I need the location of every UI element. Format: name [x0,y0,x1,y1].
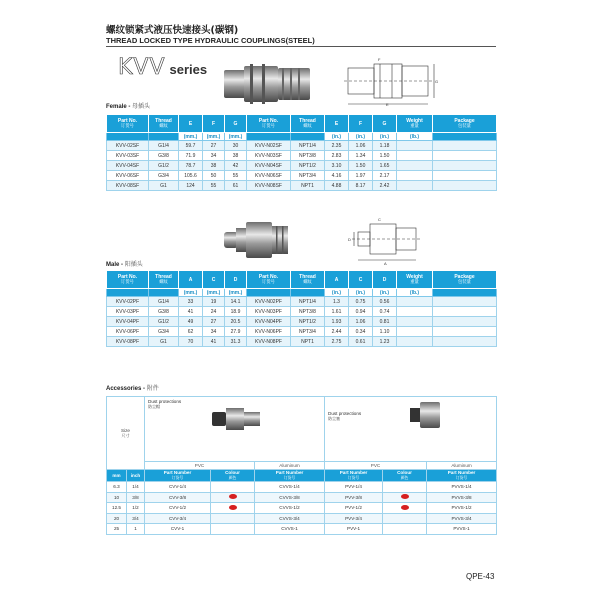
table-cell: KVV-N04PF [247,317,291,327]
size-mm: 20 [107,513,127,524]
table-cell: 78.7 [179,161,203,171]
table-cell [433,171,497,181]
plug-colour [383,492,427,503]
accessory-row [107,492,497,503]
unit-cell [107,289,149,297]
unit-cell [107,133,149,141]
female-label [106,101,150,110]
table-cell [433,337,497,347]
size-mm: 10 [107,492,127,503]
table-cell: 27.9 [225,327,247,337]
table-cell: KVV-02SF [107,141,149,151]
svg-text:C: C [378,217,381,222]
male-col-header: Weight 重量 [397,271,433,289]
table-cell: 31.3 [225,337,247,347]
table-cell [433,161,497,171]
female-col-header: E [325,115,349,133]
unit-inch: inch [127,470,145,482]
table-cell: NPT3/4 [291,327,325,337]
table-cell [397,307,433,317]
table-cell: NPT3/8 [291,307,325,317]
table-cell: KVV-N08PF [247,337,291,347]
acc-col-header: Part Number 订货号 [145,470,211,482]
unit-cell: (mm.) [225,289,247,297]
table-cell: 30 [225,141,247,151]
red-colour-dot-icon [401,494,409,499]
table-cell: KVV-02PF [107,297,149,307]
female-col-header: Part No. 订货号 [247,115,291,133]
aluminum-plug-part: PVVS-3/4 [427,513,497,524]
unit-cell [291,289,325,297]
table-row [107,317,497,327]
table-cell: 1.3 [325,297,349,307]
plug-colour [383,524,427,535]
red-colour-dot-icon [401,505,409,510]
pvc-plug-part: PVV-1/2 [325,503,383,514]
table-cell [433,297,497,307]
cap-colour [211,503,255,514]
table-row [107,327,497,337]
table-cell: 24 [203,307,225,317]
female-header-row [107,115,497,133]
female-col-header: E [179,115,203,133]
pvc-plug-part: PVV-3/8 [325,492,383,503]
male-col-header: Part No. 订货号 [107,271,149,289]
table-row [107,141,497,151]
unit-cell: (mm.) [203,289,225,297]
table-cell [397,317,433,327]
page-code: QPE-43 [466,572,495,581]
female-col-header: Thread 螺纹 [149,115,179,133]
plug-colour [383,513,427,524]
accessory-row [107,513,497,524]
table-cell: KVV-03PF [107,307,149,317]
table-cell: KVV-N06PF [247,327,291,337]
unit-cell: (in.) [349,289,373,297]
table-cell: 19 [203,297,225,307]
table-cell: 42 [225,161,247,171]
table-row [107,181,497,191]
material-pvc-left: PVC [145,462,255,470]
table-cell: 105.6 [179,171,203,181]
male-header-row [107,271,497,289]
male-label-cn: 阳插头 [124,261,143,268]
unit-cell [149,133,179,141]
table-cell: 0.94 [349,307,373,317]
size-inch: 1/4 [127,482,145,493]
unit-cell: (in.) [325,289,349,297]
female-label-en: Female - [106,104,131,110]
female-col-header: G [225,115,247,133]
size-inch: 1 [127,524,145,535]
male-col-header: Part No. 订货号 [247,271,291,289]
table-cell: G3/4 [149,327,179,337]
unit-cell: (in.) [325,133,349,141]
table-cell: KVV-04SF [107,161,149,171]
table-cell: NPT1/4 [291,297,325,307]
table-cell: 71.9 [179,151,203,161]
pvc-cap-part: CVV-1/2 [145,503,211,514]
table-cell: 50 [203,171,225,181]
table-cell: 1.65 [373,161,397,171]
table-cell: 124 [179,181,203,191]
accessories-label-cn: 附件 [146,385,159,392]
table-cell: 0.81 [373,317,397,327]
svg-text:A: A [384,261,387,266]
table-cell: 1.34 [349,151,373,161]
table-cell: 49 [179,317,203,327]
dust-cap-cell [145,397,325,462]
table-cell: KVV-03SF [107,151,149,161]
table-cell: KVV-04PF [107,317,149,327]
pvc-plug-part: PVV-3/4 [325,513,383,524]
table-cell: G3/4 [149,171,179,181]
table-cell: 55 [203,181,225,191]
male-coupling-photo [222,218,292,262]
table-cell: 1.10 [373,327,397,337]
female-col-header: F [203,115,225,133]
unit-cell: (in.) [349,133,373,141]
table-cell: 0.75 [349,297,373,307]
table-cell: 1.50 [373,151,397,161]
table-cell: KVV-06PF [107,327,149,337]
table-cell: G1 [149,337,179,347]
unit-cell: (mm.) [179,289,203,297]
table-cell: 0.61 [349,337,373,347]
pvc-cap-part: CVV-1 [145,524,211,535]
female-units-row [107,133,497,141]
table-cell: 38 [225,151,247,161]
dust-plug-cell [325,397,497,462]
table-row [107,151,497,161]
table-cell: 33 [179,297,203,307]
table-cell: 0.56 [373,297,397,307]
table-cell [397,171,433,181]
accessory-row [107,503,497,514]
table-cell: 3.10 [325,161,349,171]
table-cell [433,141,497,151]
series-name: KVV [118,55,166,80]
acc-col-header: Part Number 订货号 [255,470,325,482]
female-col-header: Thread 螺纹 [291,115,325,133]
table-cell: 70 [179,337,203,347]
aluminum-plug-part: PVVS-1/4 [427,482,497,493]
table-cell [433,307,497,317]
unit-cell: (lb.) [397,133,433,141]
unit-cell: (mm.) [179,133,203,141]
unit-cell: (mm.) [225,133,247,141]
size-mm: 25 [107,524,127,535]
unit-cell [247,133,291,141]
table-cell: 2.42 [373,181,397,191]
male-col-header: D [225,271,247,289]
table-row [107,161,497,171]
female-col-header: Part No. 订货号 [107,115,149,133]
red-colour-dot-icon [229,494,237,499]
table-cell: 2.75 [325,337,349,347]
table-cell: 8.17 [349,181,373,191]
table-row [107,307,497,317]
table-cell [433,181,497,191]
size-label: Size 尺寸 [107,397,145,470]
unit-cell [247,289,291,297]
pvc-plug-part: PVV-1 [325,524,383,535]
male-col-header: A [325,271,349,289]
pvc-plug-part: PVV-1/4 [325,482,383,493]
table-cell: KVV-N04SF [247,161,291,171]
svg-text:E: E [386,102,389,107]
accessory-row [107,482,497,493]
table-cell: KVV-N02SF [247,141,291,151]
table-cell: 4.16 [325,171,349,181]
table-cell: 1.97 [349,171,373,181]
aluminum-cap-part: CVVS-3/4 [255,513,325,524]
table-cell: 0.74 [373,307,397,317]
material-al-left: Aluminum [255,462,325,470]
table-cell: 27 [203,317,225,327]
table-cell [397,141,433,151]
table-cell: NPT3/4 [291,171,325,181]
unit-cell [291,133,325,141]
table-cell: 1.06 [349,317,373,327]
acc-col-header: Colour 颜色 [383,470,427,482]
table-cell: 59.7 [179,141,203,151]
unit-cell [149,289,179,297]
table-cell [397,327,433,337]
dust-plug-label-cn: 防尘塞 [328,416,341,421]
series-word: series [169,62,208,77]
table-cell: NPT1 [291,181,325,191]
table-cell: 1.06 [349,141,373,151]
acc-col-header: Part Number 订货号 [325,470,383,482]
female-col-header: Package 包装量 [433,115,497,133]
table-cell: NPT1 [291,337,325,347]
accessory-row [107,524,497,535]
cap-colour [211,513,255,524]
table-cell: KVV-N03SF [247,151,291,161]
table-cell: 34 [203,151,225,161]
table-cell: 55 [225,171,247,181]
male-label-en: Male - [106,262,124,268]
table-cell: KVV-06SF [107,171,149,181]
table-cell: 61 [225,181,247,191]
table-cell: 41 [203,337,225,347]
table-cell: G1/4 [149,297,179,307]
table-cell [397,337,433,347]
table-cell: 2.44 [325,327,349,337]
table-cell [433,151,497,161]
pvc-cap-part: CVV-3/8 [145,492,211,503]
table-row [107,297,497,307]
table-cell: KVV-08SF [107,181,149,191]
dust-plug-image [408,398,448,434]
table-cell: 1.93 [325,317,349,327]
table-row [107,171,497,181]
accessories-label-en: Accessories - [106,386,146,392]
aluminum-cap-part: CVVS-3/8 [255,492,325,503]
acc-col-header: Colour 颜色 [211,470,255,482]
svg-text:D: D [348,237,351,242]
table-cell [397,151,433,161]
pvc-cap-part: CVV-3/4 [145,513,211,524]
table-cell: G1/4 [149,141,179,151]
table-cell: 27 [203,141,225,151]
dust-plug-label: Dust protections [328,411,362,416]
accessories-header-row [107,470,497,482]
cap-colour [211,492,255,503]
table-cell: KVV-08PF [107,337,149,347]
plug-colour [383,503,427,514]
male-col-header: Thread 螺纹 [149,271,179,289]
aluminum-plug-part: PVVS-1 [427,524,497,535]
table-row [107,337,497,347]
table-cell: G1 [149,181,179,191]
table-cell [397,161,433,171]
male-col-header: Package 包装量 [433,271,497,289]
table-cell: 1.50 [349,161,373,171]
female-col-header: F [349,115,373,133]
red-colour-dot-icon [229,505,237,510]
table-cell: 20.5 [225,317,247,327]
page-title-en: THREAD LOCKED TYPE HYDRAULIC COUPLINGS(STEEL) [106,36,315,45]
table-cell: G3/8 [149,307,179,317]
male-col-header: C [349,271,373,289]
size-mm: 12.5 [107,503,127,514]
female-coupling-photo [222,58,314,110]
male-units-row [107,289,497,297]
male-spec-table [106,270,497,347]
accessories-table [106,396,497,535]
svg-text:F: F [378,57,381,62]
unit-cell: (in.) [373,289,397,297]
dust-cap-label: Dust protections [148,399,182,404]
cap-colour [211,482,255,493]
table-cell: 4.88 [325,181,349,191]
table-cell: G1/2 [149,317,179,327]
table-cell: 2.17 [373,171,397,181]
dust-cap-image [208,404,268,434]
table-cell: KVV-N03PF [247,307,291,317]
unit-cell [433,133,497,141]
male-col-header: Thread 螺纹 [291,271,325,289]
material-al-right: Aluminum [427,462,497,470]
table-cell: 2.35 [325,141,349,151]
table-cell [397,297,433,307]
svg-text:G: G [435,79,439,84]
material-row [107,462,497,470]
table-cell: KVV-N02PF [247,297,291,307]
table-cell: KVV-N06SF [247,171,291,181]
table-cell: 1.23 [373,337,397,347]
unit-cell: (lb.) [397,289,433,297]
aluminum-cap-part: CVVS-1 [255,524,325,535]
table-cell: 0.34 [349,327,373,337]
female-coupling-drawing [340,56,440,108]
table-cell: G3/8 [149,151,179,161]
male-coupling-drawing [348,214,426,266]
page-title-cn: 螺纹锁紧式液压快速接头(碳钢) [106,25,239,36]
table-cell: 2.83 [325,151,349,161]
female-col-header: Weight 重量 [397,115,433,133]
accessories-label [106,383,159,392]
table-cell: NPT3/8 [291,151,325,161]
unit-cell: (mm.) [203,133,225,141]
unit-cell: (in.) [373,133,397,141]
table-cell: 18.9 [225,307,247,317]
table-cell: 1.61 [325,307,349,317]
table-cell: 41 [179,307,203,317]
plug-colour [383,482,427,493]
aluminum-cap-part: CVVS-1/2 [255,503,325,514]
table-cell: G1/2 [149,161,179,171]
female-col-header: G [373,115,397,133]
pvc-cap-part: CVV-1/4 [145,482,211,493]
accessories-picture-row [107,397,497,462]
table-cell: NPT1/4 [291,141,325,151]
aluminum-plug-part: PVVS-1/2 [427,503,497,514]
male-col-header: A [179,271,203,289]
cap-colour [211,524,255,535]
size-inch: 1/2 [127,503,145,514]
table-cell: 1.18 [373,141,397,151]
table-cell: NPT1/2 [291,317,325,327]
table-cell [433,317,497,327]
title-divider [106,46,496,47]
female-spec-table [106,114,497,191]
table-cell [397,181,433,191]
male-col-header: D [373,271,397,289]
table-cell: NPT1/2 [291,161,325,171]
unit-mm: mm [107,470,127,482]
table-cell: 34 [203,327,225,337]
material-pvc-right: PVC [325,462,427,470]
female-label-cn: 母插头 [132,103,151,110]
size-inch: 3/8 [127,492,145,503]
aluminum-plug-part: PVVS-3/8 [427,492,497,503]
male-label [106,259,143,268]
male-col-header: C [203,271,225,289]
table-cell [433,327,497,337]
table-cell: 38 [203,161,225,171]
unit-cell [433,289,497,297]
acc-col-header: Part Number 订货号 [427,470,497,482]
aluminum-cap-part: CVVS-1/4 [255,482,325,493]
table-cell: 14.1 [225,297,247,307]
table-cell: 62 [179,327,203,337]
size-mm: 6.3 [107,482,127,493]
table-cell: KVV-N08SF [247,181,291,191]
dust-cap-label-cn: 防尘帽 [148,404,160,409]
series-title [118,54,207,80]
size-inch: 3/4 [127,513,145,524]
